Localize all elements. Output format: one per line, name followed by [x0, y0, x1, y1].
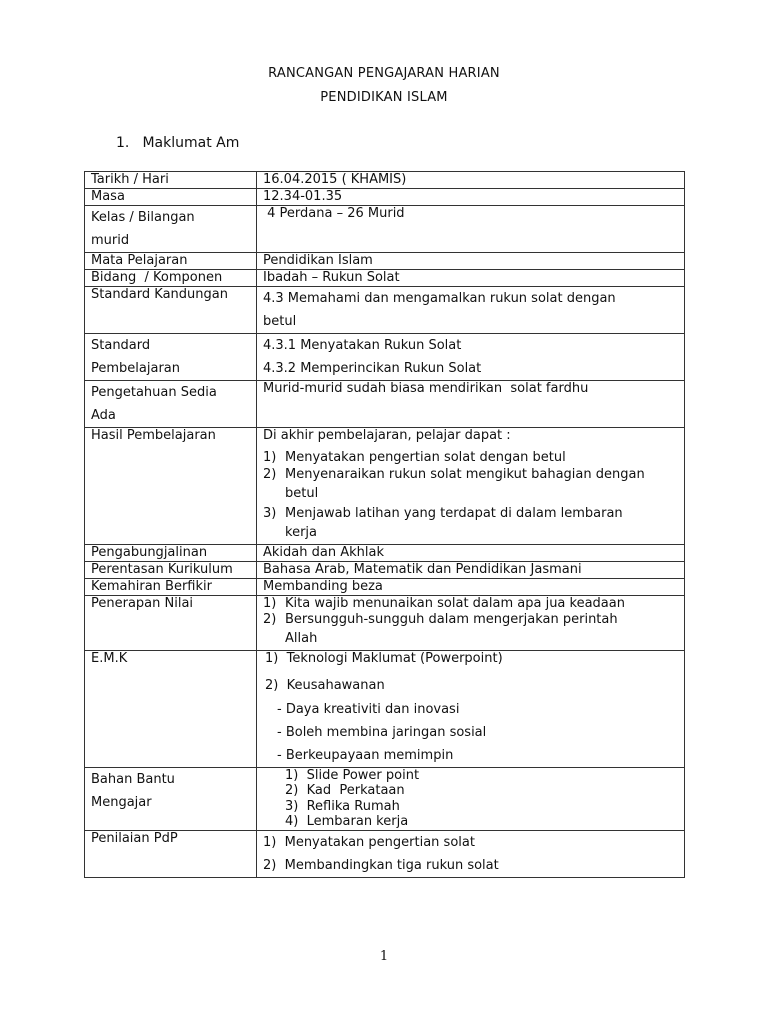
table-row — [85, 172, 685, 189]
row-value: 4 Perdana – 26 Murid — [257, 206, 685, 253]
value-line: betul — [263, 314, 297, 329]
document-title: RANCANGAN PENGAJARAN HARIAN — [268, 66, 500, 81]
row-value — [257, 334, 685, 381]
table-row — [85, 253, 685, 270]
list-item: 3) Reflika Rumah — [285, 798, 400, 814]
row-label: Perentasan Kurikulum — [85, 562, 257, 579]
row-value — [257, 428, 685, 545]
emk-sub: - Berkeupayaan memimpin — [277, 747, 454, 763]
table-row — [85, 287, 685, 334]
row-value: Bahasa Arab, Matematik dan Pendidikan Jasmani — [257, 562, 685, 579]
row-value — [257, 651, 685, 768]
table-row — [85, 206, 685, 253]
row-value: 16.04.2015 ( KHAMIS) — [257, 172, 685, 189]
list-item: 2) Membandingkan tiga rukun solat — [263, 857, 499, 873]
table-row — [85, 270, 685, 287]
row-value: 12.34-01.35 — [257, 189, 685, 206]
list-item: 4) Lembaran kerja — [285, 814, 409, 829]
label-line: Bahan Bantu — [91, 771, 175, 787]
label-line: Pembelajaran — [91, 361, 180, 376]
row-label: Bidang / Komponen — [85, 270, 257, 287]
row-label — [85, 206, 257, 253]
section-title: Maklumat Am — [142, 135, 240, 151]
table-row — [85, 381, 685, 428]
intro-text: Di akhir pembelajaran, pelajar dapat : — [263, 428, 511, 443]
row-label: Penilaian PdP — [85, 830, 257, 877]
list-item: 1) Slide Power point — [285, 767, 420, 783]
page-number: 1 — [379, 949, 389, 964]
row-label — [85, 767, 257, 830]
row-label: Pengabungjalinan — [85, 545, 257, 562]
list-item: 2) Menyenaraikan rukun solat mengikut bahagian dengan betul — [263, 467, 645, 501]
table-row — [85, 189, 685, 206]
row-label — [85, 381, 257, 428]
row-label: Mata Pelajaran — [85, 253, 257, 270]
list-item: 1) Kita wajib menunaikan solat dalam apa jua keadaan — [263, 596, 625, 611]
outcome-list — [263, 450, 678, 544]
row-label: Tarikh / Hari — [85, 172, 257, 189]
row-value: Akidah dan Akhlak — [257, 545, 685, 562]
table-row — [85, 334, 685, 381]
table-row — [85, 562, 685, 579]
row-value — [257, 596, 685, 651]
section-heading — [116, 135, 239, 151]
row-value: Membanding beza — [257, 579, 685, 596]
label-line: Pengetahuan Sedia — [91, 385, 217, 400]
table-row — [85, 579, 685, 596]
label-line: Standard — [91, 338, 151, 353]
table-row — [85, 767, 685, 830]
row-value — [257, 830, 685, 877]
list-item: 1) Menyatakan pengertian solat — [263, 834, 475, 850]
continuation-text: Allah — [285, 631, 318, 646]
row-label: Kemahiran Berfikir — [85, 579, 257, 596]
row-label: Standard Kandungan — [85, 287, 257, 334]
emk-sub: - Boleh membina jaringan sosial — [277, 725, 487, 740]
emk-sub: - Daya kreativiti dan inovasi — [277, 701, 460, 717]
value-line: 4.3 Memahami dan mengamalkan rukun solat dengan — [263, 291, 616, 306]
row-value — [257, 287, 685, 334]
value-line: 4.3.2 Memperincikan Rukun Solat — [263, 361, 482, 376]
table-row — [85, 428, 685, 545]
list-item: 3) Menjawab latihan yang terdapat di dalam lembaran kerja — [263, 506, 623, 540]
label-line: Kelas / Bilangan — [91, 210, 195, 225]
row-value: Pendidikan Islam — [257, 253, 685, 270]
row-label: Penerapan Nilai — [85, 596, 257, 651]
list-item: 1) Menyatakan pengertian solat dengan betul — [263, 450, 566, 465]
value-line: 4.3.1 Menyatakan Rukun Solat — [263, 338, 462, 353]
row-value: Ibadah – Rukun Solat — [257, 270, 685, 287]
table-row — [85, 596, 685, 651]
values-list — [263, 596, 678, 628]
row-label — [85, 334, 257, 381]
lesson-info-table — [84, 171, 685, 878]
list-item: 2) Bersungguh-sungguh dalam mengerjakan perintah — [263, 612, 618, 627]
row-value: Murid-murid sudah biasa mendirikan solat fardhu — [257, 381, 685, 428]
label-line: murid — [91, 233, 130, 248]
table-row — [85, 651, 685, 768]
table-row — [85, 830, 685, 877]
table-row — [85, 545, 685, 562]
row-label: Hasil Pembelajaran — [85, 428, 257, 545]
emk-item: 2) Keusahawanan — [265, 678, 385, 693]
row-value — [257, 767, 685, 830]
section-number: 1. — [116, 135, 130, 151]
row-label: E.M.K — [85, 651, 257, 768]
row-label: Masa — [85, 189, 257, 206]
list-item: 2) Kad Perkataan — [285, 783, 405, 798]
label-line: Ada — [91, 408, 116, 423]
emk-item: 1) Teknologi Maklumat (Powerpoint) — [265, 651, 503, 666]
label-line: Mengajar — [91, 794, 152, 810]
document-subtitle: PENDIDIKAN ISLAM — [320, 90, 448, 105]
